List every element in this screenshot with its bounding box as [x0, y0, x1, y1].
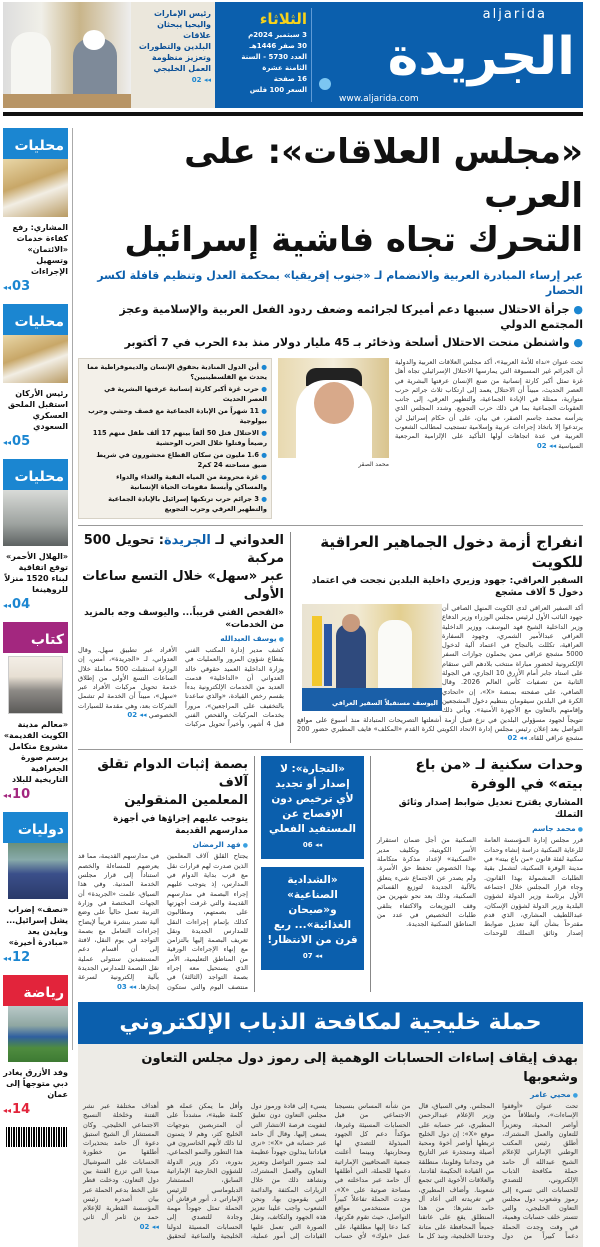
- sidebar-caption[interactable]: «نصف» إضراب يشل إسرائيل... وبايدن يعد «مبادرة أخيرة»: [6, 905, 68, 947]
- iraq-subhead: السفير العراقي: جهود وزيري داخلية البلدين نجحت في اعتماد دخول 5 آلاف مشجع: [311, 576, 583, 598]
- housing-subhead: المشاري يقترح تعديل ضوابط إصدار وثائق التملك: [398, 798, 583, 821]
- lead-point: ● 1.6 مليون من سكان القطاع محشورون في شريط ضيق مساحته 24 كم2: [96, 451, 267, 469]
- iraq-page[interactable]: ◂◂ 02: [508, 734, 527, 742]
- sidebar-section-label[interactable]: رياضة: [3, 975, 68, 1006]
- barcode: [6, 1127, 68, 1147]
- sidebar-caption[interactable]: «الهلال الأحمر» توقع اتفاقية لبناء 1520 منزلاً للروهينغا: [4, 552, 68, 594]
- housing-byline: ● محمد جاسم: [377, 824, 583, 833]
- sidebar-page[interactable]: ◂◂ 04: [3, 597, 68, 612]
- iraq-body: أكد السفير العراقي لدى الكويت المنهل الصافي أن جهود النائب الأول لرئيس مجلس الوزراء وزير الدفاع وزير الداخلية الشيخ فهد اليوسف، ووزير الداخلية العراقي عبدالأمير الشمري، وجهود السفارة العراقية، تكللت بالنجاح في اعتماد آلية لدخول 5000 مشجع عراقي ممن يحملون جوازات السفر الإلكترونية لحضور مباراة منتخب بلادهم التي ستقام على استاد جابر أمام الأزرق 10 الجاري، في الجولة الثانية من تصفيات كأس العالم 2026. وقال الصافي، على صفحته بمنصة «X»، إن «اتحادي الكرة في البلدين سيقومان بتنظيم دخول المشجعين وإقامتهم بالتعاون مع الأجهزة الأمنية». ويأتي ذلك تتويجاً لجهود مسؤولي البلدين في نزع فتيل أزمة أشعلتها التصريحات المتبادلة منذ أسبوع على مواقع التواصل بعد إعلان رئيس مجلس إدارة الاتحاد الكويتي لكرة القدم «المكلف» فايف المطيري حضور 200 مشجع عراقي للقاء. ◂◂ 02: [297, 604, 583, 743]
- teachers-body: يجتاح القلق آلاف المعلمين الذين صدرت لهم قرارات نقل مع قرب بداية الدوام في المدارس، إذ يتوجب عليهم إجراء البصمة في مدارسهم القديمة والتي غرفت أجهزتها على بصمتهم، ومطالبون كذلك بإتمام إجراءات النقل للمدارس الجديدة ونقل تعريف البصمة إليها بالتزامن مع إنهاء الإجراءات الورقية من المناطق التعليمية، الأمر الذي يستحيل معه إجراء بصمة التواجد (الثالثة) في منتصف اليوم والتي ستكون في مدارسهم القديمة، مما قد يعرضهم للمساءلة والخصم استناداً إلى قرار مجلس الخدمة المدنية. وفي هذا السياق، علمت «الجريدة» أن الجهات المختصة في وزارة التربية تعمل حالياً على وضع آلية تصدر بنشرة قريباً لإيضاح إجراءات التعامل مع بصمة التواجد في يوم النقل، لافتة إلى أن أقسام دعم المستفيدين ستتولى عملية نقل البصمة للمدارس الجديدة بآلية إلكترونية لسرعة إنجازها. ◂◂ 03: [78, 852, 248, 991]
- teaser-line: العمل الخليجي: [153, 64, 211, 73]
- lead-page[interactable]: ◂◂ 02: [537, 442, 556, 450]
- sahel-subhead: «الفحص الفني قريباً... واليوسف وجه بالمزيد من الخدمات»: [84, 608, 284, 630]
- sidebar-section-label[interactable]: دوليات: [3, 812, 68, 843]
- promo-column: [261, 756, 364, 970]
- lead-point: ● حرب غزة أكبر كارثة إنسانية عرفتها البشرية في العصر الحديث: [104, 385, 267, 403]
- sidebar-page[interactable]: ◂◂ 03: [3, 279, 68, 294]
- masthead-date-gregorian: 3 سبتمبر 2024م: [248, 31, 307, 39]
- sidebar-item[interactable]: [3, 304, 68, 449]
- housing-headline[interactable]: وحدات سكنية لـ «من باع بيته» في الوفرة: [415, 757, 583, 793]
- sidebar-page[interactable]: ◂◂ 10: [3, 787, 68, 802]
- logo-dot-icon: [319, 78, 331, 90]
- masthead-banner: [215, 2, 583, 108]
- lead-point: ● 3 جرائم حرب ترتكبها إسرائيل بالإبادة الجماعية والتطهير العرقي وحرب التجويع: [108, 495, 267, 513]
- teaser-line: واليحيا يبحثان علاقات: [157, 20, 211, 40]
- campaign-body: تحت عنوان «أوقفوا الإساءات»، وانطلاقاً من أواصر المحبة، وتعزيزاً للتعاون والعمل المشترك، أطلق رئيس المكتب الوطني الإماراتي للإعلام الشيخ عبدالله آل حامد حملة مكافحة الذباب الإلكتروني، للتصدي للحسابات التي تسيء إلى رموز وشعوب دول مجلس التعاون الخليجي، والتي تتستر خلف حسابات وهمية، في وقت وجدت الحملة دعماً كبيراً من دول المجلس. وفي السياق، قال وزير الإعلام عبدالرحمن المطيري، عبر حسابه على موقع «X»: إن دول الخليج تربطها أواصر أخوة ومحبة أصيلة ومتجذرة عبر التاريخ في وجداننا وقلوبنا، منطلقة من القيادة الحكيمة لقادتنا، والعلاقات الأخوية التي تجمع شعوبنا. وأضاف المطيري، في تغريدته التي أعاد آل حامد نشرها: من هذا المنطلق يقع على عاتقنا جميعاً المحافظة على متانة وحدتنا الخليجية، ونبذ كل ما من شأنه المساس بنسيجنا الاجتماعي من قبل الحسابات المسيئة وغيرها، مؤكداً دعم كل الجهود المبذولة للتصدي لها ومحاربتها. وبينما أعلنت جمعية الصحافيين الإماراتية دعمها للحملة، التي أطلقها آل حامد عبر مداخلته في مساحة صوتية على «X»، وجدت الحملة تفاعلاً كبيراً من مستخدمي مواقع التواصل، حيث تقوم فكرتها، كما دعا إليها مطلقها، على عمل «بلوك» لأي حساب يسيء إلى قادة ورموز دول مجلس التعاون دون تعليق لتفويت فرصة الانتشار التي يسعى إليها. وقال آل حامد عبر حسابه في «X»: «نرى قياداتنا يبذلون جهوداً عظيمة لمد جسور التواصل وتعزيز التعاون والعمل المشترك، ونشاهد ذلك من خلال الزيارات المكثفة والدائمة التي يقومون بها، ونحن الشعوب واجب علينا تعزيز هذه الجهود والتكاتف، ونقل الصورة التي تعمل عليها القيادات إلى أمور عملية، وأقل ما يمكن عمله هو كلمة طيبة»، مشدداً على أن المتربصين بتوجهات الخليج كثر، وهم لا يتمنون لنا ذلك لأنهم الخاسرون في هذا التطور والنمو الجماعي. بدوره، ذكر وزير الدولة للشؤون الخارجية الإماراتية السابق، المستشار الدبلوماسي للرئيس الإماراتي د. أنور قرقاش أن الحملة تمثل جهوداً مهمة وجادة للتصدي إلى الحسابات المسيئة لدولنا الخليجية والساعية لتحقيق أهداف مختلفة عبر نشر الفتنة وخلخلة النسيج الاجتماعي الخليجي. وكان المستشار آل الشيخ استبق دعوة آل حامد بتحذيرات أطلقها من خطورة الحسابات على السوشيال ميديا التي تزرع الفتنة بين دول التعاون. ودخلت قطر على الخط بدعم الحملة عبر بيان أصدره رئيس المؤسسة القطرية للإعلام حمد بن ثامر آل ثاني ◂◂ 02: [83, 1102, 578, 1241]
- housing-story: [377, 756, 583, 938]
- masthead-rule: [3, 112, 583, 116]
- teaser-line: وتعزيز منظومة: [151, 53, 211, 62]
- sidebar-item[interactable]: [3, 812, 68, 965]
- campaign-page[interactable]: ◂◂ 02: [140, 1223, 159, 1231]
- sidebar-photo[interactable]: [8, 843, 68, 899]
- promo-page[interactable]: ◂◂ 07: [303, 952, 322, 960]
- sahel-byline: ● يوسف العبدالله: [78, 634, 284, 643]
- masthead-price: السعر 100 فلس: [249, 86, 307, 94]
- main-column: [78, 122, 583, 1247]
- sidebar-section-label[interactable]: محليات: [3, 459, 68, 490]
- teachers-subhead: يتوجب عليهم إجراؤها في أجهزة مدارسهم القديمة: [113, 814, 248, 837]
- campaign-subhead: بهدف إيقاف إساءات الحسابات الوهمية إلى رموز دول مجلس التعاون وشعوبها: [141, 1050, 578, 1085]
- lead-points-box: [78, 358, 272, 519]
- sidebar-caption[interactable]: وفد الأزرق يغادر دبي متوجهاً إلى عمان: [3, 1068, 68, 1099]
- promo-text: «التجارة»: لا إصدار أو تجديد لأي ترخيص دون الإفصاح عن المستفيد الفعلي: [268, 763, 357, 836]
- sahel-story: [78, 532, 284, 730]
- teaser-line: البلدين والتطورات: [138, 42, 211, 51]
- lead-photo[interactable]: [278, 358, 389, 458]
- sidebar-section-label[interactable]: كتاب: [3, 622, 68, 653]
- sidebar-section-label[interactable]: محليات: [3, 128, 68, 159]
- teachers-story: [78, 756, 248, 991]
- sahel-body: كشف مدير إدارة المكتب الفني بقطاع شؤون المرور والعمليات في وزارة الداخلية العميد حقوقي خالد العدواني أن «الداخلية» قدمت العديد من الخدمات الإلكترونية بدءاً بقسم رخص القيادة، «والذي ساعدنا بالتخفيف على المراجعين»، مروراً بخدمات المركبات والفحص الفني قبل 4 أشهر، وأخيراً تحويل مركبات الأفراد عبر تطبيق سهل. وقال العدواني، لـ «الجريدة»، أمس، إن الوزارة استقبلت 500 معاملة خلال الساعات التسع الأولى من إطلاق خدمة تحويل مركبات الأفراد عبر «سهل»، مبيناً أن الخدمة لم تشمل الشركات بعد، وهي مقدمة للسيارات الخصوصي ◂◂ 02: [78, 646, 284, 730]
- lead-photo-caption: محمد الصقر: [358, 461, 389, 468]
- lead-point: ● غزة محرومة من المياه النقية والغذاء والدواء والمساكن وأبسط مقومات الحياة الإنسانية: [116, 473, 267, 491]
- campaign-panel: [78, 1044, 583, 1247]
- iraq-story: [297, 532, 583, 743]
- sidebar-caption[interactable]: رئيس الأركان استقبل الملحق العسكري السعودي: [7, 389, 68, 431]
- column-divider: [290, 532, 291, 743]
- sidebar-caption[interactable]: «معالم مدينة الكويت القديمة» مشروع متكامل يرسم صورة الجغرافية التاريخية للبلاد: [3, 720, 68, 784]
- sidebar-book-cover[interactable]: [8, 656, 63, 714]
- campaign-byline: ● محيي عامر: [83, 1090, 578, 1099]
- lead-bullet-text: جرأة الاحتلال سببها دعم أميركا لجرائمه وضعف ردود الفعل العربية والإسلامية وعجز المجتمع الدولي: [119, 303, 583, 331]
- lead-point: ● الاحتلال قتل 50 ألفاً بينهم 17 ألف طفل منهم 115 رضيعاً وقتلوا خلال الحرب الوحشية: [92, 429, 267, 447]
- sidebar: [3, 128, 68, 1147]
- divider: [78, 749, 583, 750]
- lead-bullet-text: واشنطن منحت الاحتلال أسلحة وذخائر بـ 45 مليار دولار منذ بدء الحرب في 7 أكتوبر: [124, 336, 570, 349]
- sidebar-photo[interactable]: [3, 159, 68, 217]
- logo: الجريدة: [387, 27, 575, 87]
- teachers-page[interactable]: ◂◂ 03: [117, 983, 136, 991]
- lead-headline[interactable]: التحرك تجاه فاشية إسرائيل: [124, 220, 583, 260]
- teachers-headline[interactable]: المعلمين المنقولين: [124, 793, 248, 809]
- campaign-banner[interactable]: [78, 1002, 583, 1044]
- sidebar-item[interactable]: [3, 459, 68, 612]
- teachers-byline: ● فهد الرمضان: [78, 840, 248, 849]
- lead-bullet: ● جرأة الاحتلال سببها دعم أميركا لجرائمه وضعف ردود الفعل العربية والإسلامية وعجز المجتمع الدولي: [119, 303, 583, 331]
- promo-text: «الشدادية الصناعية» و«صبحان الغذائية»... ربع قرن من الانتظار!: [267, 874, 358, 947]
- lead-body: تحت عنوان «نداء للأمة العربية»، أكد مجلس العلاقات العربية والدولية أن الجرائم غير المسبوقة التي يمارسها الاحتلال الإسرائيلي تجاه أهل غزة تمثل أكبر كارثة إنسانية من صنع الإنسان عرفتها البشرية في العصر الحديث، مبيناً أن الاحتلال يعمد إلى ارتكاب ثلاث جرائم حرب متوازية، ممثلة في الإبادة الجماعية، والتطهير العرقي، إلى جانب العقوبات الجماعية بما في ذلك حرب التجويع. وشدد المجلس الذي يترأسه محمد جاسم الصقر، في بيان، على أن حكام إسرائيل لن يرتدعوا إلا باتخاذ إجراءات عربية وإسلامية تستجيب لمطالب الشعوب العربية في عدة اتجاهات أولها التأكيد على الإلزامية المرجعية السياسية ◂◂ 02: [395, 358, 583, 451]
- sidebar-item[interactable]: [3, 622, 68, 802]
- sidebar-caption[interactable]: المشاري: رفع كفاءة خدمات «الائتمان» وتسهيل الإجراءات: [12, 223, 68, 276]
- housing-body: قرر مجلس إدارة المؤسسة العامة للرعاية السكنية دراسة إنشاء وحدات سكنية لفئة قانون «من باع بيته» في مدينة الوفرة السكنية، لتشمل بقية الطلبات المشمولة بهذا القانون. وجاء قرار المجلس خلال اجتماعه الأول برئاسة وزير الدولة لشؤون البلدية وزير الدولة لشؤون الإسكان، عبداللطيف المشاري، الذي قدم مقترحاً بشأن آلية تعديل ضوابط إصدار وثائق التملك للوحدات السكنية من أجل ضمان استقرار الأسر الكويتية، وتكليف مدير «السكنية» لإعداد مذكرة متكاملة بهذا الخصوص تحفظ حق الأسرة. ولم يصدر عن الاجتماع شيء يتعلق بالآلية الجديدة لتوزيع القسائم السكنية، وذلك بعد نحو شهرين من وقف التوزيعات والاكتفاء بتلقي طلبات التخصيص في عدد من المناطق السكنية الجديدة.: [377, 836, 583, 938]
- lead-subhead: عبر إرساء المبادرة العربية والانضمام لـ «جنوب إفريقيا» بمحكمة العدل وتنظيم قافلة لكسر الحصار: [97, 269, 583, 297]
- sidebar-divider: [72, 128, 73, 1050]
- sidebar-photo[interactable]: [3, 490, 68, 546]
- sidebar-photo[interactable]: [3, 335, 68, 383]
- column-divider: [370, 756, 371, 991]
- iraq-photo-caption: اليوسف مستقبلاً السفير العراقي: [332, 699, 438, 707]
- promo-page[interactable]: ◂◂ 06: [303, 841, 322, 849]
- sidebar-item[interactable]: [3, 975, 68, 1117]
- masthead-photo: [3, 2, 131, 108]
- masthead-day: الثلاثاء: [259, 10, 307, 28]
- teachers-headline[interactable]: بصمة إثبات الدوام تقلق آلاف: [97, 757, 248, 791]
- column-divider: [254, 756, 255, 991]
- sidebar-section-label[interactable]: محليات: [3, 304, 68, 335]
- masthead-date-hijri: 30 صفر 1446هـ: [249, 42, 307, 50]
- iraq-headline[interactable]: انفراج أزمة دخول الجماهير العراقية للكويت: [320, 533, 583, 571]
- masthead-issue: العدد 5730 - السنة الثامنة عشرة: [241, 53, 307, 72]
- logo-latin: aljarida: [482, 7, 547, 22]
- teaser-line: رئيس الإمارات: [153, 9, 211, 18]
- masthead-pages: 16 صفحة: [273, 75, 307, 83]
- iraq-photo[interactable]: [302, 604, 442, 711]
- campaign-headline: حملة خليجية لمكافحة الذباب الإلكتروني: [119, 1009, 542, 1035]
- sahel-page[interactable]: ◂◂ 02: [127, 711, 146, 719]
- lead-point: ● 11 شهراً من الإبادة الجماعية مع قصف وحشي وحرب بيولوجية: [88, 407, 267, 425]
- sidebar-item[interactable]: [3, 128, 68, 294]
- website-link[interactable]: www.aljarida.com: [339, 94, 419, 104]
- promo-box[interactable]: [261, 756, 364, 859]
- lead-bullet: ● واشنطن منحت الاحتلال أسلحة وذخائر بـ 45 مليار دولار منذ بدء الحرب في 7 أكتوبر: [124, 336, 583, 349]
- masthead-teaser[interactable]: [131, 2, 215, 108]
- lead-headline[interactable]: «مجلس العلاقات»: على العرب: [184, 132, 583, 216]
- lead-point: ● أين الدول المنادية بحقوق الإنسان والديموقراطية مما يحدث مع الفلسطينيين؟: [87, 363, 267, 381]
- teaser-page[interactable]: ◂◂ 02: [192, 76, 211, 84]
- brand-mention: الجريدة: [164, 533, 211, 548]
- sidebar-page[interactable]: ◂◂ 12: [3, 950, 68, 965]
- sahel-headline[interactable]: عبر «سهل» خلال التسع ساعات الأولى: [82, 569, 284, 602]
- sidebar-page[interactable]: ◂◂ 05: [3, 434, 68, 449]
- sahel-headline[interactable]: العدواني لـ الجريدة: تحويل 500 مركبة: [83, 533, 284, 566]
- sidebar-photo[interactable]: [8, 1006, 68, 1062]
- promo-box[interactable]: [261, 867, 364, 970]
- sidebar-page[interactable]: ◂◂ 14: [3, 1102, 68, 1117]
- divider: [78, 525, 583, 526]
